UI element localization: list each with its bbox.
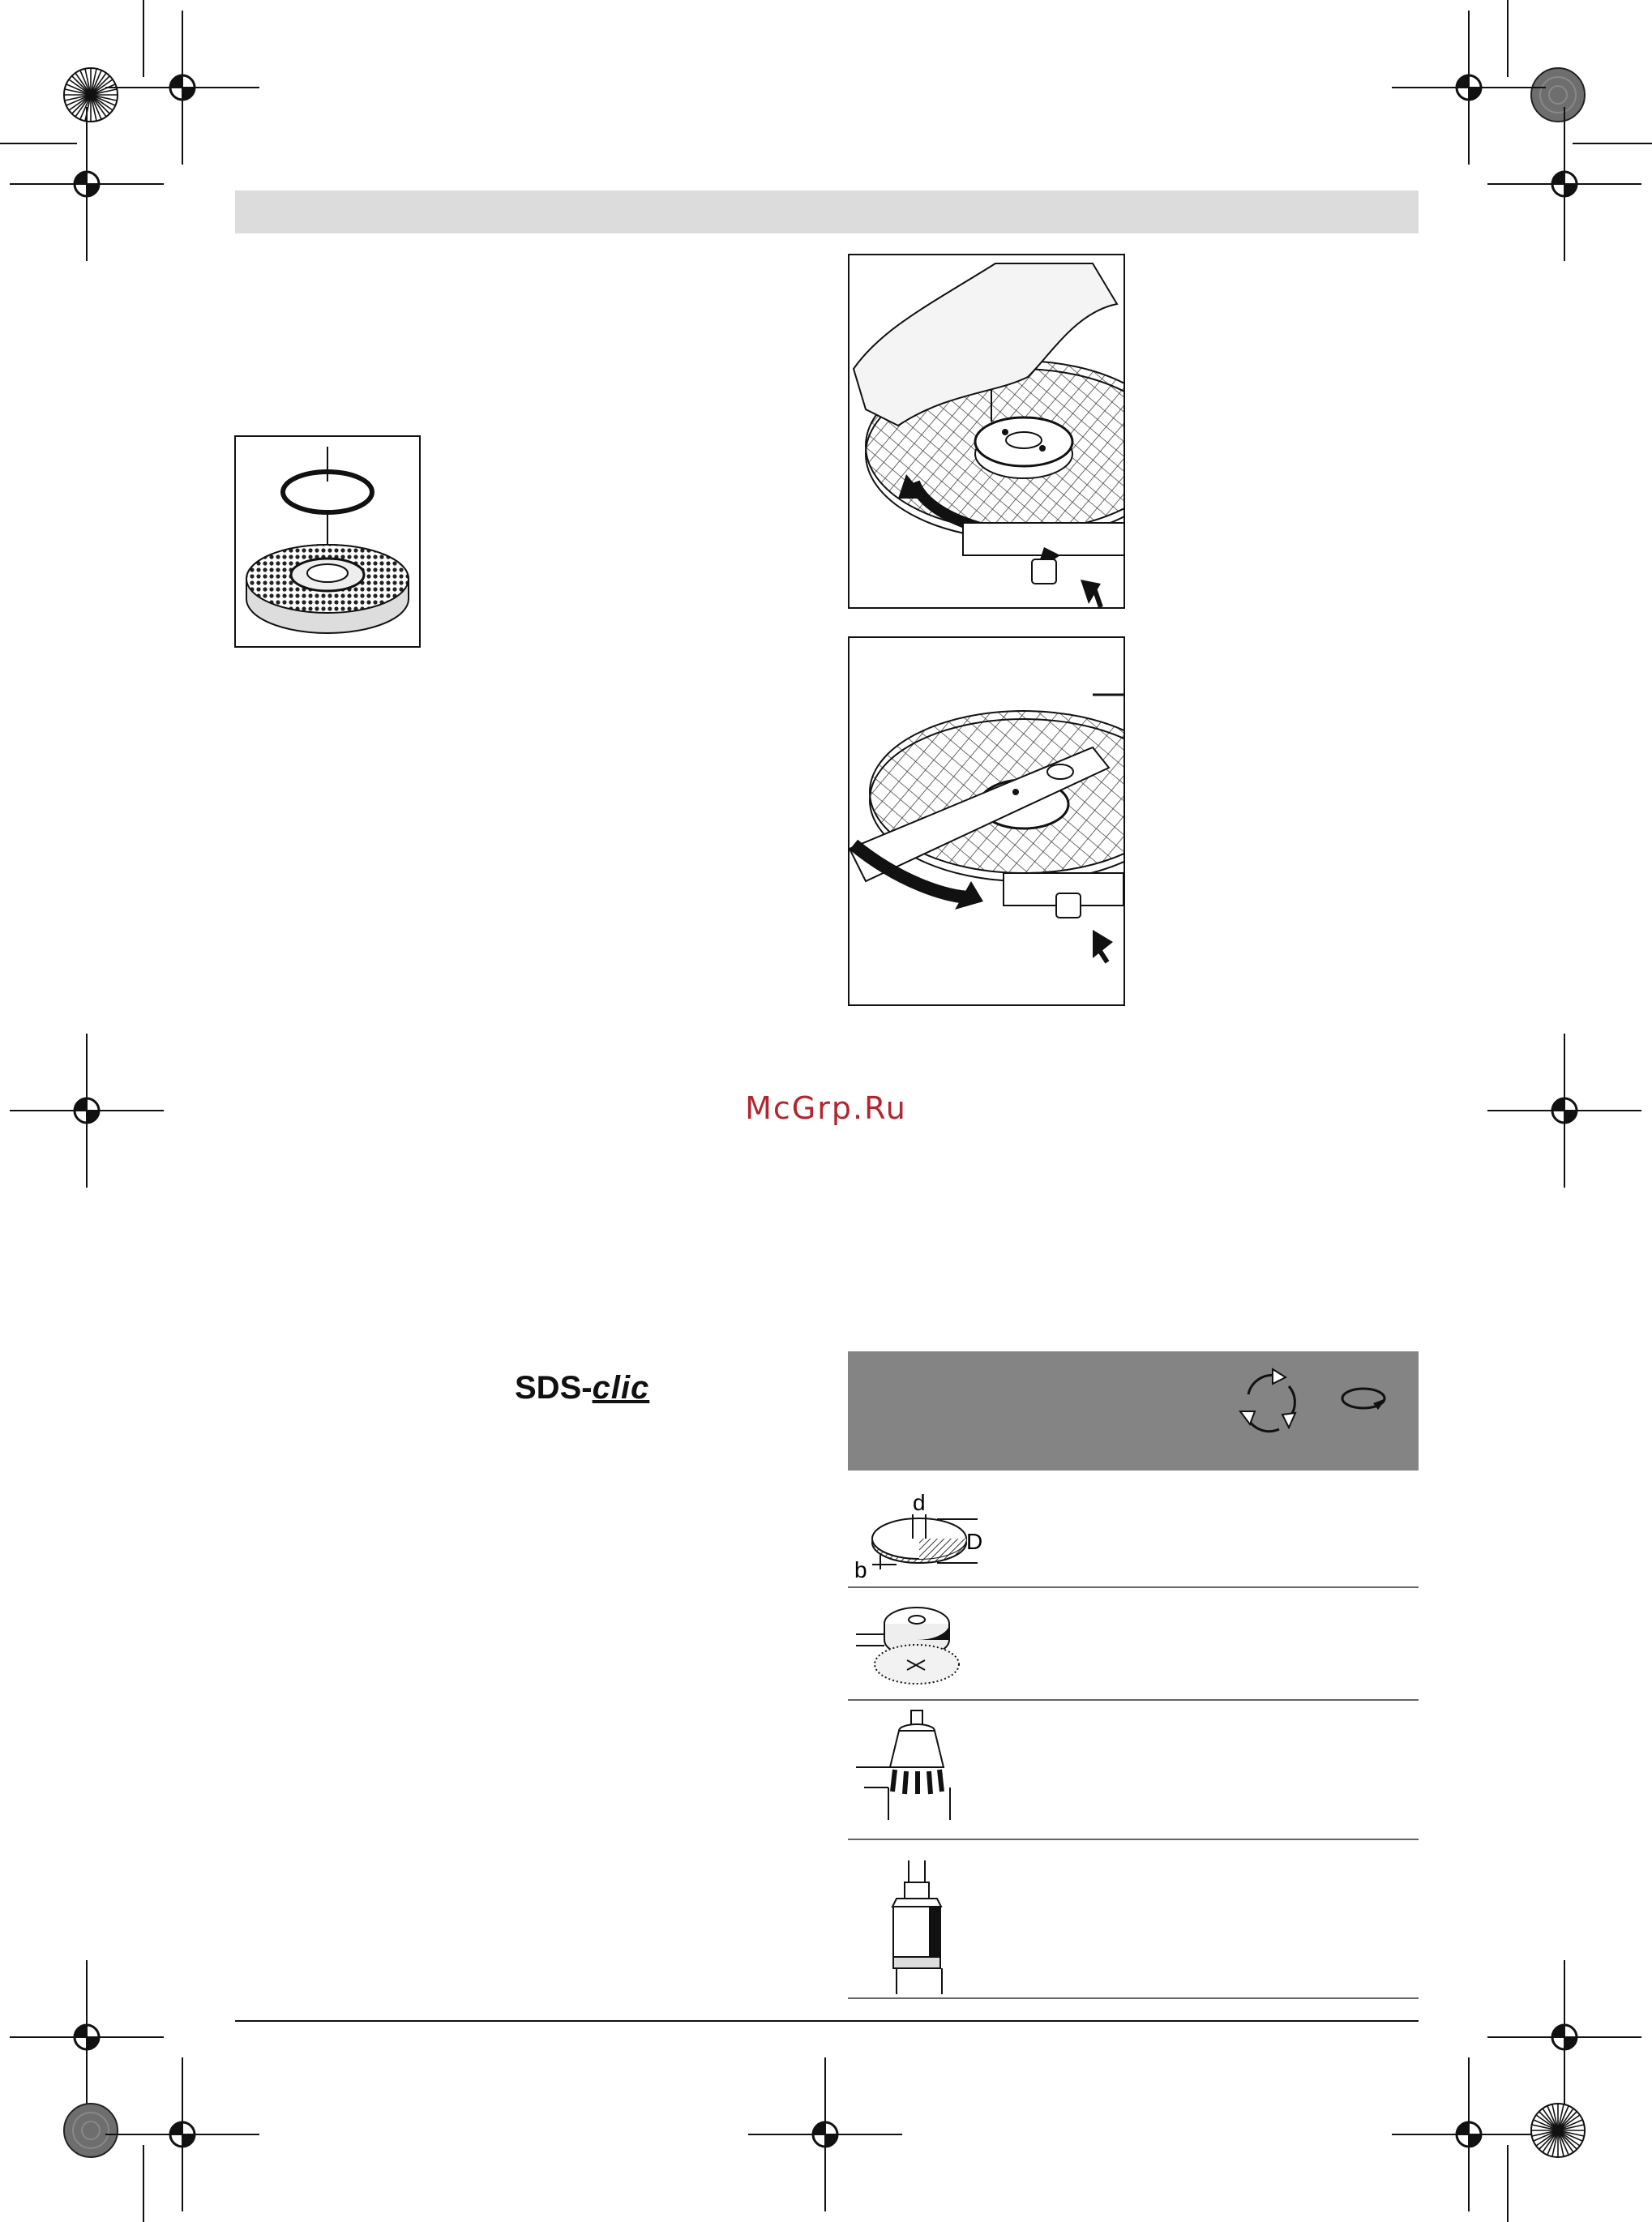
figure-oring-disc: [234, 435, 421, 648]
sds-logo-prefix: SDS-: [515, 1370, 593, 1406]
oring-disc-illustration: [236, 437, 419, 646]
row-cup-brush: [848, 1706, 1010, 1820]
table-header: [848, 1351, 1419, 1471]
label-b: b: [854, 1557, 867, 1579]
page-header-bar: [235, 191, 1419, 233]
table-row-divider: [848, 1699, 1419, 1701]
sds-logo-suffix: clic: [592, 1370, 650, 1406]
row-grinding-disc-dimensions: [848, 1490, 1010, 1579]
table-row-divider: [848, 1839, 1419, 1840]
label-D: D: [966, 1529, 983, 1554]
rotation-direction-icon: [1337, 1382, 1394, 1415]
flange-hand-illustration: [850, 255, 1123, 607]
recycle-arrows-icon: [1232, 1366, 1305, 1439]
table-row-divider: [848, 1586, 1419, 1588]
sds-clic-logo: [515, 1370, 649, 1406]
page-bottom-rule: [235, 2020, 1419, 2022]
wrench-illustration: [850, 638, 1123, 1004]
row-core-bit: [848, 1856, 1010, 1994]
label-d: d: [913, 1490, 926, 1515]
row-backing-pad-disc: [848, 1595, 1010, 1693]
figure-tighten-wrench: [848, 636, 1125, 1006]
watermark: McGrp.Ru: [745, 1090, 907, 1126]
table-row-divider: [848, 1997, 1419, 1999]
figure-mount-flange-hand: [848, 254, 1125, 609]
